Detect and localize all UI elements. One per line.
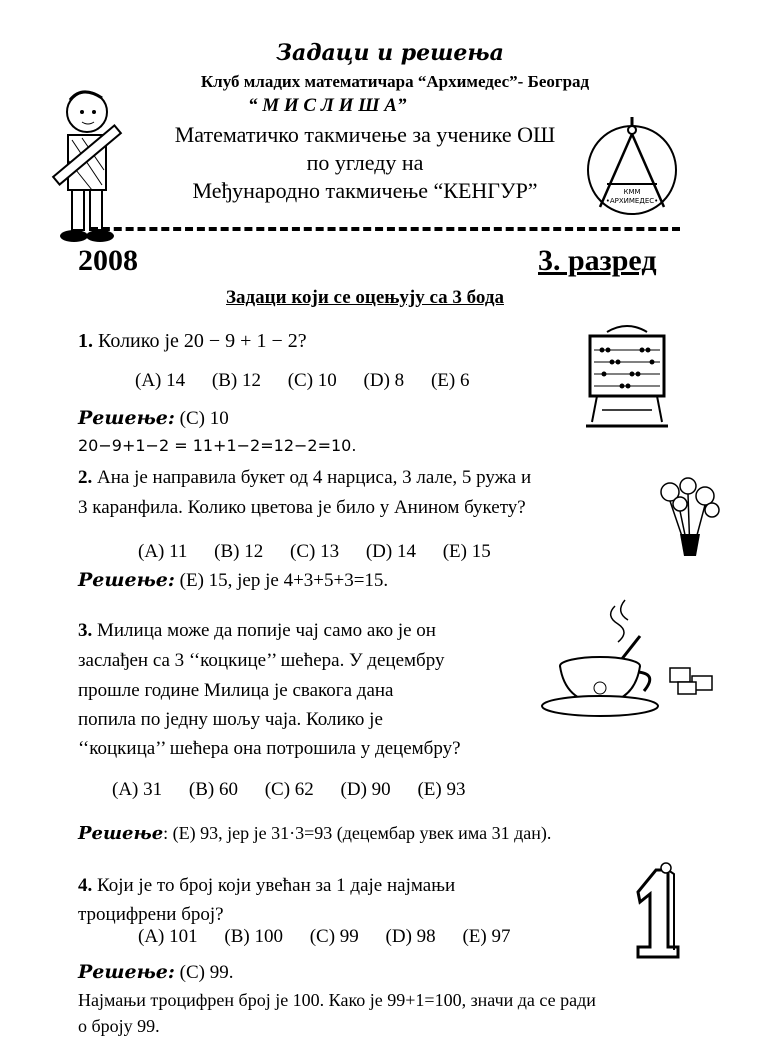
solution-label: Решење: — [78, 407, 175, 429]
option: (E) 93 — [417, 779, 466, 800]
problem-1-solution — [78, 404, 229, 433]
header-line-1: Математичко такмичење за ученике ОШ — [174, 122, 556, 147]
problem-3-line-4: попила по једну шољу чаја. Колико је — [78, 709, 383, 730]
option: (A) 101 — [138, 926, 198, 947]
problem-2-question-line-1: Ана је направила букет од 4 нарциса, 3 лале, 5 ружа и — [97, 467, 532, 488]
problem-3-number: 3. — [78, 620, 93, 641]
club-name: Клуб младих математичара “Архимедес”- Београд — [200, 72, 590, 91]
problem-2-question-line-2: 3 каранфила. Колико цветова је било у Анином букету? — [78, 497, 526, 518]
option: (C) 62 — [264, 779, 314, 800]
problem-3-line-5: ‘‘коцкица’’ шећера она потрошила у децембру? — [78, 738, 461, 759]
problem-1-options — [135, 366, 491, 395]
problem-4-options — [138, 922, 532, 951]
problem-3-options — [112, 775, 487, 804]
solution-answer: (E) 15, јер је 4+3+5+3=15. — [174, 570, 389, 591]
header-line-3: Међународно такмичење “КЕНГУР” — [192, 178, 538, 203]
problem-4-question-line-1: Који је то број који увећан за 1 даје најмањи — [97, 875, 456, 896]
logo-text-top: КММ — [623, 188, 641, 196]
problem-4-question-line-2: троцифрени број? — [78, 904, 224, 925]
solution-answer: (C) 99. — [174, 962, 234, 983]
option: (E) 6 — [430, 370, 470, 391]
option: (E) 97 — [462, 926, 511, 947]
tea-cup-illustration — [540, 596, 725, 726]
logo-text-bottom: •АРХИМЕДЕС• — [605, 197, 659, 205]
solution-label: Решење: — [78, 569, 175, 591]
header-divider — [90, 227, 680, 231]
problem-4-solution — [78, 958, 233, 987]
problem-2-options — [138, 537, 513, 566]
contest-name: “ М И С Л И Ш А” — [248, 95, 407, 116]
header-line-2: по угледу на — [306, 150, 424, 175]
option: (C) 99 — [309, 926, 359, 947]
boy-with-pencil-illustration — [42, 80, 137, 250]
problem-1-text — [78, 327, 307, 356]
problem-1-number: 1. — [78, 330, 93, 352]
option: (D) 98 — [385, 926, 436, 947]
problem-4-number: 4. — [78, 875, 93, 896]
solution-label: Решење — [78, 823, 164, 844]
problem-1-calculation: 20−9+1−2 = 11+1−2=12−2=10. — [78, 436, 357, 455]
problem-2-solution — [78, 566, 388, 595]
problem-2-text — [78, 463, 531, 492]
option: (A) 11 — [138, 541, 188, 562]
option: (B) 60 — [188, 779, 238, 800]
doc-title: Задаци и решења — [276, 40, 504, 66]
option: (B) 12 — [214, 541, 264, 562]
problem-3-text — [78, 616, 436, 645]
option: (C) 10 — [287, 370, 337, 391]
problem-1-question: Колико је 20 − 9 + 1 − 2? — [98, 330, 307, 352]
option: (D) 90 — [340, 779, 391, 800]
problem-3-line-2: заслађен са 3 ‘‘коцкице’’ шећера. У децембру — [78, 650, 445, 671]
solution-label: Решење: — [78, 961, 175, 983]
problem-3-line-3: прошле године Милица је свакога дана — [78, 680, 394, 701]
section-title: Задаци који се оцењују са 3 бода — [226, 287, 504, 308]
option: (B) 100 — [224, 926, 283, 947]
problem-4-explanation: Најмањи троцифрен број је 100. Како је 99+1=100, значи да се ради — [78, 990, 596, 1010]
problem-3-solution — [78, 819, 551, 848]
flower-bouquet-illustration — [650, 474, 725, 559]
solution-answer: : (E) 93, јер је 31·3=93 (децембар увек има 31 дан). — [163, 823, 552, 843]
option: (A) 31 — [112, 779, 163, 800]
problem-3-line-1: Милица може да попије чај само ако је он — [97, 620, 436, 641]
number-one-illustration — [626, 862, 686, 962]
problem-4-text — [78, 871, 455, 900]
abacus-illustration — [582, 322, 672, 432]
option: (A) 14 — [135, 370, 186, 391]
problem-4-explanation-line-2: о броју 99. — [78, 1016, 160, 1036]
solution-answer: (C) 10 — [174, 408, 229, 429]
archimedes-logo — [585, 112, 680, 222]
option: (E) 15 — [442, 541, 491, 562]
option: (D) 8 — [363, 370, 405, 391]
option: (B) 12 — [211, 370, 261, 391]
problem-2-number: 2. — [78, 467, 93, 488]
option: (C) 13 — [290, 541, 340, 562]
option: (D) 14 — [365, 541, 416, 562]
year: 2008 — [78, 244, 138, 277]
grade: 3. разред — [538, 244, 657, 277]
